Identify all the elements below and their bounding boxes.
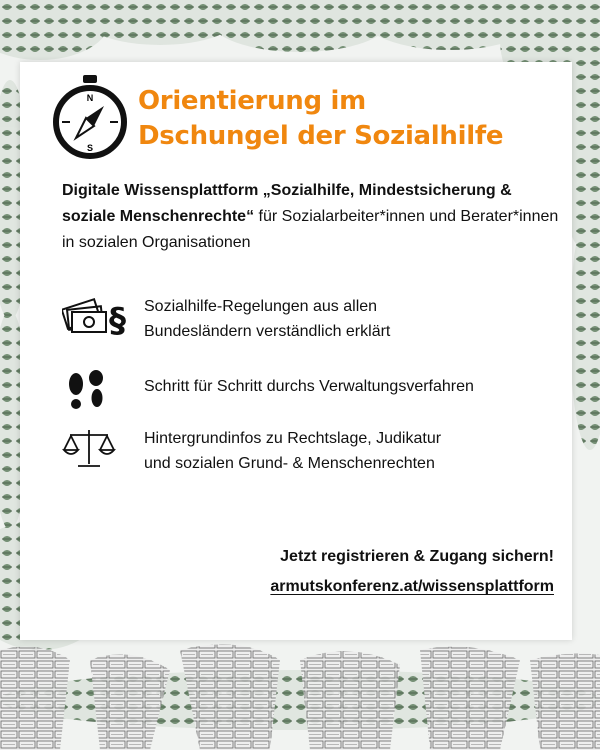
intro-bold: Digitale Wissensplattform „Sozialhilfe, Mindestsicherung & soziale Menschenrechte“ [62, 182, 512, 225]
feature-1-line-2: Bundesländern verständlich erklärt [144, 323, 391, 340]
cta-text: Jetzt registrieren & Zugang sichern! [280, 548, 554, 565]
intro-rest: für Sozialarbeiter*innen und Berater*innen in sozialen Organisationen [62, 208, 559, 251]
svg-text:§: § [109, 301, 126, 340]
call-to-action [270, 542, 554, 602]
footprints-icon [62, 370, 112, 414]
compass-north-label: N [86, 93, 94, 103]
title-line-2: Dschungel der Sozialhilfe [138, 121, 504, 151]
intro-text [62, 178, 562, 256]
platform-link[interactable]: armutskonferenz.at/wissensplattform [270, 578, 554, 595]
info-card [20, 62, 572, 640]
title-line-1: Orientierung im [138, 86, 366, 116]
page-title [138, 84, 558, 154]
feature-1-line-1: Sozialhilfe-Regelungen aus allen [144, 298, 378, 315]
feature-3-line-1: Hintergrundinfos zu Rechtslage, Judikatur [144, 430, 442, 447]
compass-south-label: S [86, 143, 94, 153]
scales-icon [62, 426, 116, 470]
money-paragraph-icon [62, 294, 128, 340]
compass-icon [50, 74, 130, 160]
feature-3-line-2: und sozialen Grund- & Menschenrechten [144, 455, 435, 472]
feature-2-line-1: Schritt für Schritt durchs Verwaltungsverfahren [144, 378, 474, 395]
